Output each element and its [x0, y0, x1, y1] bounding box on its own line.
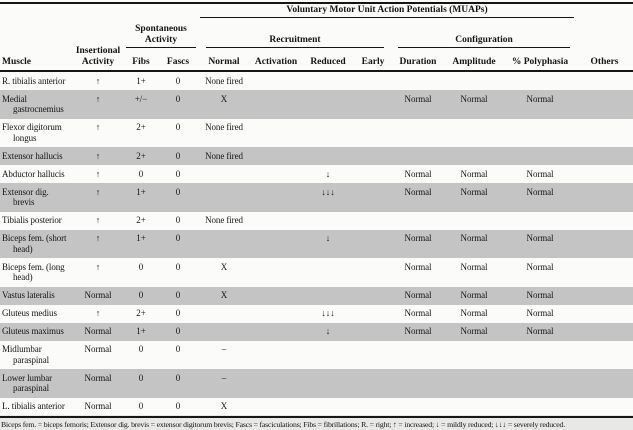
col-header-fascs: Fascs	[166, 56, 190, 67]
table-row	[0, 258, 633, 287]
col-header-reduced: Reduced	[310, 56, 346, 67]
cell-insertional-activity: ↑	[95, 308, 101, 318]
table-row	[0, 119, 633, 148]
table-row	[0, 90, 633, 119]
cell-amplitude: Normal	[460, 168, 488, 179]
cell-muscle: Medial gastrocnemius	[2, 93, 64, 114]
col-header-others: Others	[590, 56, 619, 67]
cell-fascs: 0	[175, 186, 181, 197]
cell-muscle: Abductor hallucis	[2, 168, 65, 179]
cell-fascs: 0	[175, 215, 181, 225]
table-row	[0, 341, 633, 370]
cell-polyphasia: Normal	[526, 261, 554, 272]
cell-fibs: 2+	[136, 215, 146, 225]
cell-fibs: 1+	[136, 75, 146, 86]
cell-fibs: 2+	[136, 308, 146, 318]
cell-muscle: Biceps fem. (short head)	[2, 233, 67, 254]
cell-duration: Normal	[404, 308, 432, 318]
cell-recruitment-reduced: ↓↓↓	[321, 186, 335, 197]
group-header-spontaneous-activity: Spontaneous Activity	[126, 18, 196, 48]
cell-polyphasia: Normal	[526, 168, 554, 179]
cell-fibs: 2+	[136, 122, 146, 132]
cell-insertional-activity: ↑	[95, 168, 101, 179]
group-header-recruitment: Recruitment	[206, 18, 384, 48]
cell-duration: Normal	[404, 168, 432, 179]
cell-fibs: 0	[138, 372, 144, 383]
cell-insertional-activity: Normal	[84, 401, 112, 411]
col-header-polyphasia: % Polyphasia	[511, 56, 569, 67]
col-header-activation: Activation	[254, 56, 298, 67]
cell-muscle: Lower lumbar paraspinal	[2, 372, 53, 393]
cell-recruitment-normal: –	[221, 372, 227, 383]
cell-fascs: 0	[175, 308, 181, 318]
cell-polyphasia: Normal	[526, 93, 554, 104]
cell-recruitment-normal: None fired	[205, 122, 243, 132]
cell-insertional-activity: Normal	[84, 290, 112, 300]
table-body	[0, 72, 633, 416]
cell-recruitment-reduced: ↓	[325, 168, 331, 179]
table-header	[0, 2, 633, 72]
table-row	[0, 398, 633, 416]
cell-fibs: 0	[138, 344, 144, 354]
cell-polyphasia: Normal	[526, 326, 554, 336]
table-row	[0, 183, 633, 212]
cell-recruitment-normal: –	[221, 344, 227, 354]
cell-duration: Normal	[404, 290, 432, 300]
cell-muscle: Vastus lateralis	[2, 290, 55, 300]
col-header-fibs: Fibs	[132, 56, 150, 67]
cell-amplitude: Normal	[460, 233, 488, 243]
cell-amplitude: Normal	[460, 261, 488, 272]
cell-fascs: 0	[175, 344, 181, 354]
cell-insertional-activity: ↑	[95, 122, 101, 132]
cell-insertional-activity: ↑	[95, 75, 101, 86]
cell-fascs: 0	[175, 150, 181, 161]
cell-amplitude: Normal	[460, 290, 488, 300]
cell-fibs: 0	[138, 168, 144, 179]
cell-recruitment-normal: None fired	[205, 215, 243, 225]
cell-muscle: Extensor dig. brevis	[2, 186, 49, 207]
cell-duration: Normal	[404, 93, 432, 104]
cell-polyphasia: Normal	[526, 233, 554, 243]
cell-fascs: 0	[175, 372, 181, 383]
cell-insertional-activity: ↑	[95, 93, 101, 104]
cell-muscle: Tibialis posterior	[2, 215, 62, 225]
cell-fascs: 0	[175, 75, 181, 86]
cell-recruitment-normal: X	[220, 93, 228, 104]
cell-amplitude: Normal	[460, 308, 488, 318]
muaps-span-header: Voluntary Motor Unit Action Potentials (MUAPs)	[200, 4, 574, 18]
col-header-muscle: Muscle	[2, 56, 32, 67]
cell-fascs: 0	[175, 261, 181, 272]
table-row	[0, 165, 633, 183]
cell-fascs: 0	[175, 401, 181, 411]
cell-duration: Normal	[404, 186, 432, 197]
col-header-amplitude: Amplitude	[452, 56, 496, 67]
cell-amplitude: Normal	[460, 93, 488, 104]
cell-muscle: R. tibialis anterior	[2, 75, 66, 86]
cell-fibs: 1+	[136, 326, 146, 336]
cell-muscle: Gluteus maximus	[2, 326, 64, 336]
cell-fascs: 0	[175, 326, 181, 336]
cell-fibs: 2+	[136, 150, 146, 161]
cell-recruitment-reduced: ↓	[325, 233, 331, 243]
cell-recruitment-normal: X	[220, 401, 228, 411]
cell-fibs: 1+	[136, 186, 146, 197]
cell-insertional-activity: ↑	[95, 261, 101, 272]
table-row	[0, 230, 633, 259]
col-header-insertional-activity: Insertional Activity	[75, 46, 121, 67]
cell-fascs: 0	[175, 93, 181, 104]
cell-fascs: 0	[175, 233, 181, 243]
table-row	[0, 323, 633, 341]
cell-fascs: 0	[175, 168, 181, 179]
cell-muscle: L. tibialis anterior	[2, 401, 65, 411]
cell-insertional-activity: ↑	[95, 150, 101, 161]
cell-insertional-activity: ↑	[95, 186, 101, 197]
cell-recruitment-normal: X	[220, 290, 228, 300]
cell-recruitment-reduced: ↓↓↓	[321, 308, 335, 318]
cell-amplitude: Normal	[460, 326, 488, 336]
cell-insertional-activity: Normal	[84, 326, 112, 336]
cell-recruitment-normal: None fired	[205, 75, 243, 86]
col-header-early: Early	[361, 56, 385, 67]
table-row	[0, 305, 633, 323]
cell-fascs: 0	[175, 290, 181, 300]
cell-fibs: 0	[138, 290, 144, 300]
cell-fibs: 0	[138, 261, 144, 272]
cell-insertional-activity: ↑	[95, 215, 101, 225]
cell-polyphasia: Normal	[526, 290, 554, 300]
cell-fibs: +/−	[134, 93, 148, 104]
cell-muscle: Gluteus medius	[2, 308, 57, 318]
cell-duration: Normal	[404, 261, 432, 272]
cell-recruitment-reduced: ↓	[325, 326, 331, 336]
cell-polyphasia: Normal	[526, 186, 554, 197]
cell-insertional-activity: Normal	[84, 372, 112, 383]
cell-recruitment-normal: X	[220, 261, 228, 272]
cell-muscle: Midlumbar paraspinal	[2, 344, 49, 365]
cell-muscle: Biceps fem. (long head)	[2, 261, 65, 282]
table-row	[0, 147, 633, 165]
cell-fibs: 1+	[136, 233, 146, 243]
cell-muscle: Flexor digitorum longus	[2, 122, 62, 143]
cell-insertional-activity: Normal	[84, 344, 112, 354]
col-header-duration: Duration	[399, 56, 437, 67]
table-row	[0, 212, 633, 230]
group-header-configuration: Configuration	[398, 18, 570, 48]
cell-duration: Normal	[404, 233, 432, 243]
cell-amplitude: Normal	[460, 186, 488, 197]
cell-insertional-activity: ↑	[95, 233, 101, 243]
cell-fibs: 0	[138, 401, 144, 411]
table-row	[0, 72, 633, 90]
cell-polyphasia: Normal	[526, 308, 554, 318]
table-row	[0, 369, 633, 398]
col-header-normal: Normal	[208, 56, 240, 67]
table-footnote: Biceps fem. = biceps femoris; Extensor dig. brevis = extensor digitorum brevis; Fascs = fasciculations; Fibs = fibrillations; R. = right; ↑ = increased; ↓ = mildly reduced; ↓↓↓ = severely reduced.	[1, 419, 565, 429]
table-row	[0, 287, 633, 305]
cell-fascs: 0	[175, 122, 181, 132]
cell-duration: Normal	[404, 326, 432, 336]
cell-recruitment-normal: None fired	[205, 150, 243, 161]
cell-muscle: Extensor hallucis	[2, 150, 63, 161]
